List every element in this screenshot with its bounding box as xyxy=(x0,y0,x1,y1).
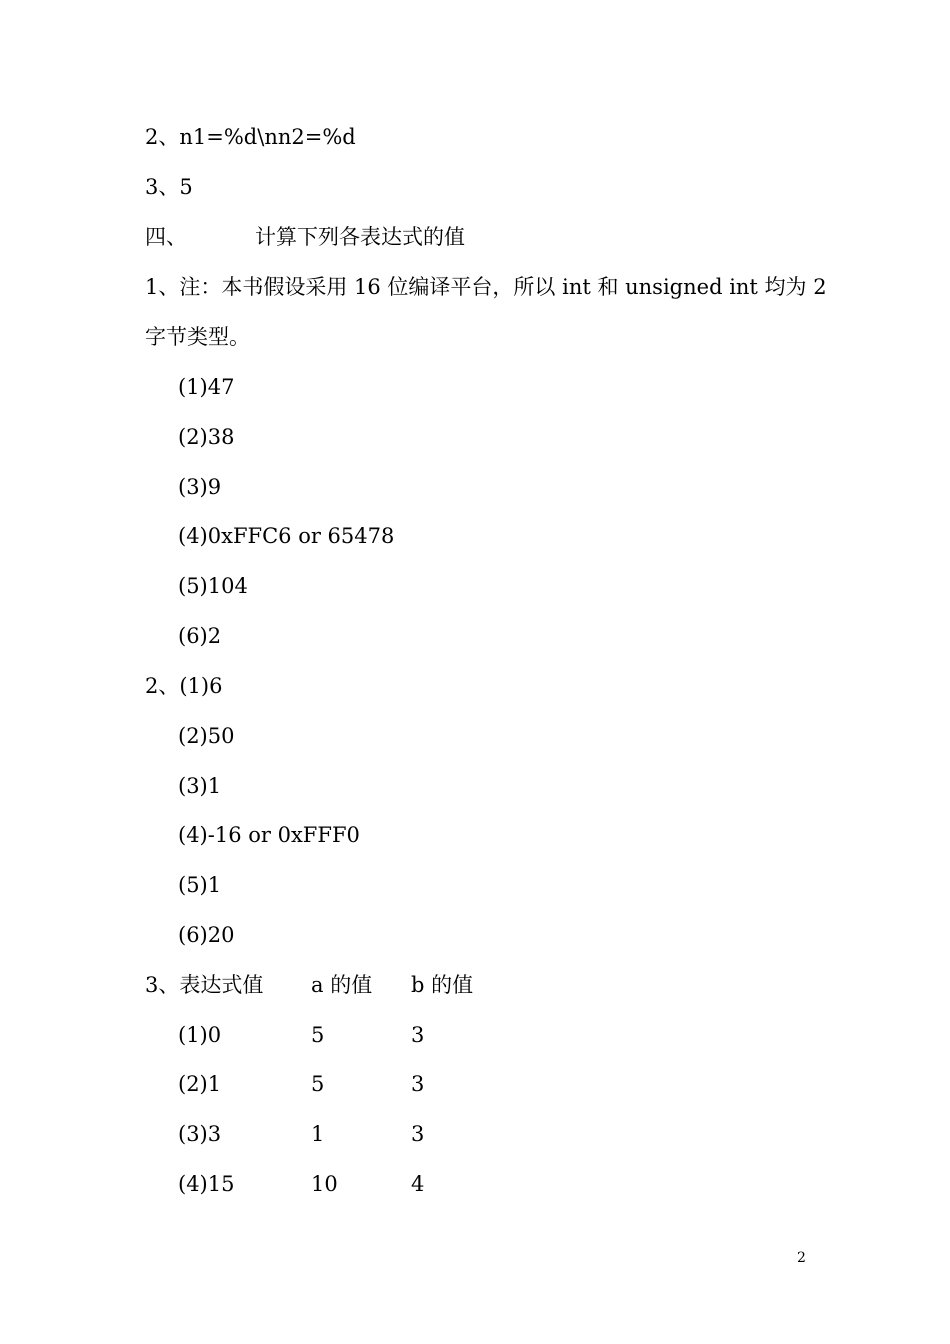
q2-answer: (5)1 xyxy=(178,873,222,897)
q2-answer: (6)20 xyxy=(178,923,235,947)
page-number: 2 xyxy=(797,1250,806,1266)
q3-b-value: 4 xyxy=(411,1172,425,1196)
q3-a-value: 5 xyxy=(311,1023,325,1047)
q3-expr-value: (3)3 xyxy=(178,1122,222,1146)
answer-line-2: 2、n1=%d\nn2=%d xyxy=(145,125,356,149)
q3-header-expr: 3、表达式值 xyxy=(145,973,264,997)
q1-answer: (5)104 xyxy=(178,574,248,598)
q3-a-value: 10 xyxy=(311,1172,338,1196)
section-number: 四、 xyxy=(145,225,187,249)
q3-table-row xyxy=(178,1171,578,1197)
q1-answer: (1)47 xyxy=(178,375,235,399)
q3-a-value: 5 xyxy=(311,1072,325,1096)
answer-line-3: 3、5 xyxy=(145,175,193,199)
q1-answer: (3)9 xyxy=(178,475,222,499)
q3-b-value: 3 xyxy=(411,1122,425,1146)
q1-answer: (6)2 xyxy=(178,624,222,648)
q1-answer: (2)38 xyxy=(178,425,235,449)
q2-answer: (4)-16 or 0xFFF0 xyxy=(178,823,360,847)
q3-b-value: 3 xyxy=(411,1072,425,1096)
q3-table-row xyxy=(178,1071,578,1097)
q3-b-value: 3 xyxy=(411,1023,425,1047)
note-line-1: 1、注：本书假设采用 16 位编译平台，所以 int 和 unsigned int 均为 2 xyxy=(145,275,827,299)
q3-a-value: 1 xyxy=(311,1122,325,1146)
q3-header-row xyxy=(145,972,595,998)
section-heading xyxy=(145,224,465,250)
q2-first-answer: 2、(1)6 xyxy=(145,674,223,698)
q3-expr-value: (4)15 xyxy=(178,1172,235,1196)
q1-answer: (4)0xFFC6 or 65478 xyxy=(178,524,395,548)
section-title: 计算下列各表达式的值 xyxy=(255,225,465,249)
q2-answer: (2)50 xyxy=(178,724,235,748)
q3-table-row xyxy=(178,1022,578,1048)
q2-answer: (3)1 xyxy=(178,774,222,798)
q3-header-b: b 的值 xyxy=(411,973,474,997)
q3-expr-value: (1)0 xyxy=(178,1023,222,1047)
q3-header-a: a 的值 xyxy=(311,973,373,997)
q3-table-row xyxy=(178,1121,578,1147)
note-line-2: 字节类型。 xyxy=(145,325,250,349)
q3-expr-value: (2)1 xyxy=(178,1072,222,1096)
